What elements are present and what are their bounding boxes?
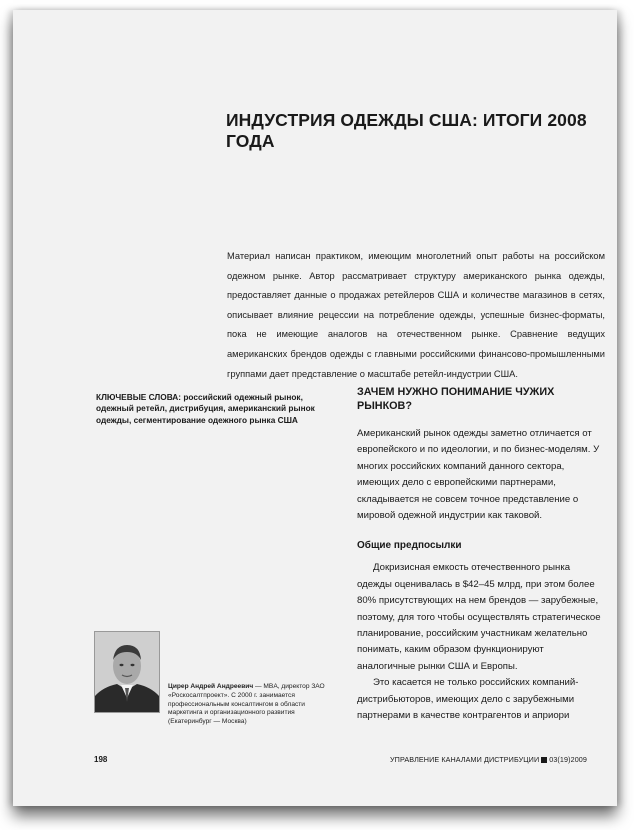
keywords-block bbox=[96, 392, 336, 426]
author-bio: — MBA, директор ЗАО «Роскосалтпроект». С 2000 г. занимается профессиональным консалтингом в области маркетинга и организационного развития (Екатеринбург — Москва) bbox=[168, 683, 325, 726]
keywords-label: КЛЮЧЕВЫЕ СЛОВА: bbox=[96, 392, 182, 402]
page-number: 198 bbox=[94, 755, 108, 764]
abstract-text: Материал написан практиком, имеющим многолетний опыт работы на российском одежном рынке. Автор рассматривает структуру американского рынка одежды, предоставляет данные о продажах ретейлеров США и количестве магазинов в сетях, описывает влияние рецессии на потребление одежды, успешные бизнес-форматы, пока не имеющие аналогов на отечественном рынке. Сравнение ведущих американских брендов одежды с главными российскими финансово-промышленными группами дает представление о масштабе ретейл-индустрии США. bbox=[227, 251, 605, 379]
premises-paragraph-1: Докризисная емкость отечественного рынка одежды оценивалась в $42–45 млрд, при этом более 80% присутствующих на нем брендов — зарубежные, поэтому, для того чтобы осуществлять стратегическое планирование, российским участникам желательно понимать, каким образом функционируют аналогичные рынки США и Европы. bbox=[357, 562, 601, 672]
journal-name: УПРАВЛЕНИЕ КАНАЛАМИ ДИСТРИБУЦИИ bbox=[390, 755, 540, 764]
author-info bbox=[168, 683, 336, 727]
section-heading-premises: Общие предпосылки bbox=[357, 540, 462, 552]
author-portrait-icon bbox=[95, 632, 159, 712]
section-heading-why: ЗАЧЕМ НУЖНО ПОНИМАНИЕ ЧУЖИХ РЫНКОВ? bbox=[357, 386, 555, 412]
square-separator-icon bbox=[541, 757, 547, 763]
keywords-text: российский одежный рынок, одежный ретейл, дистрибуция, американский рынок одежды, сегментирование одежного рынка США bbox=[96, 392, 315, 425]
journal-page bbox=[13, 10, 617, 806]
article-abstract bbox=[227, 247, 605, 384]
journal-issue: 03(19)2009 bbox=[549, 755, 587, 764]
article-title: ИНДУСТРИЯ ОДЕЖДЫ США: ИТОГИ 2008 ГОДА bbox=[226, 110, 587, 151]
section-why-text: Американский рынок одежды заметно отличается от европейского и по идеологии, и по бизнес-моделям. У многих российских компаний данного сектора, имеющих дело с европейскими партнерами, складывается не совсем точное представление о мировой одежной индустрии как таковой. bbox=[357, 428, 600, 522]
main-column bbox=[357, 386, 601, 725]
author-photo bbox=[94, 631, 160, 713]
premises-paragraph-2: Это касается не только российских компаний-дистрибьюторов, имеющих дело с зарубежными партнерами в качестве контрагентов и априори bbox=[357, 677, 579, 722]
author-name: Цирер Андрей Андреевич bbox=[168, 683, 254, 690]
journal-footer bbox=[390, 755, 587, 764]
